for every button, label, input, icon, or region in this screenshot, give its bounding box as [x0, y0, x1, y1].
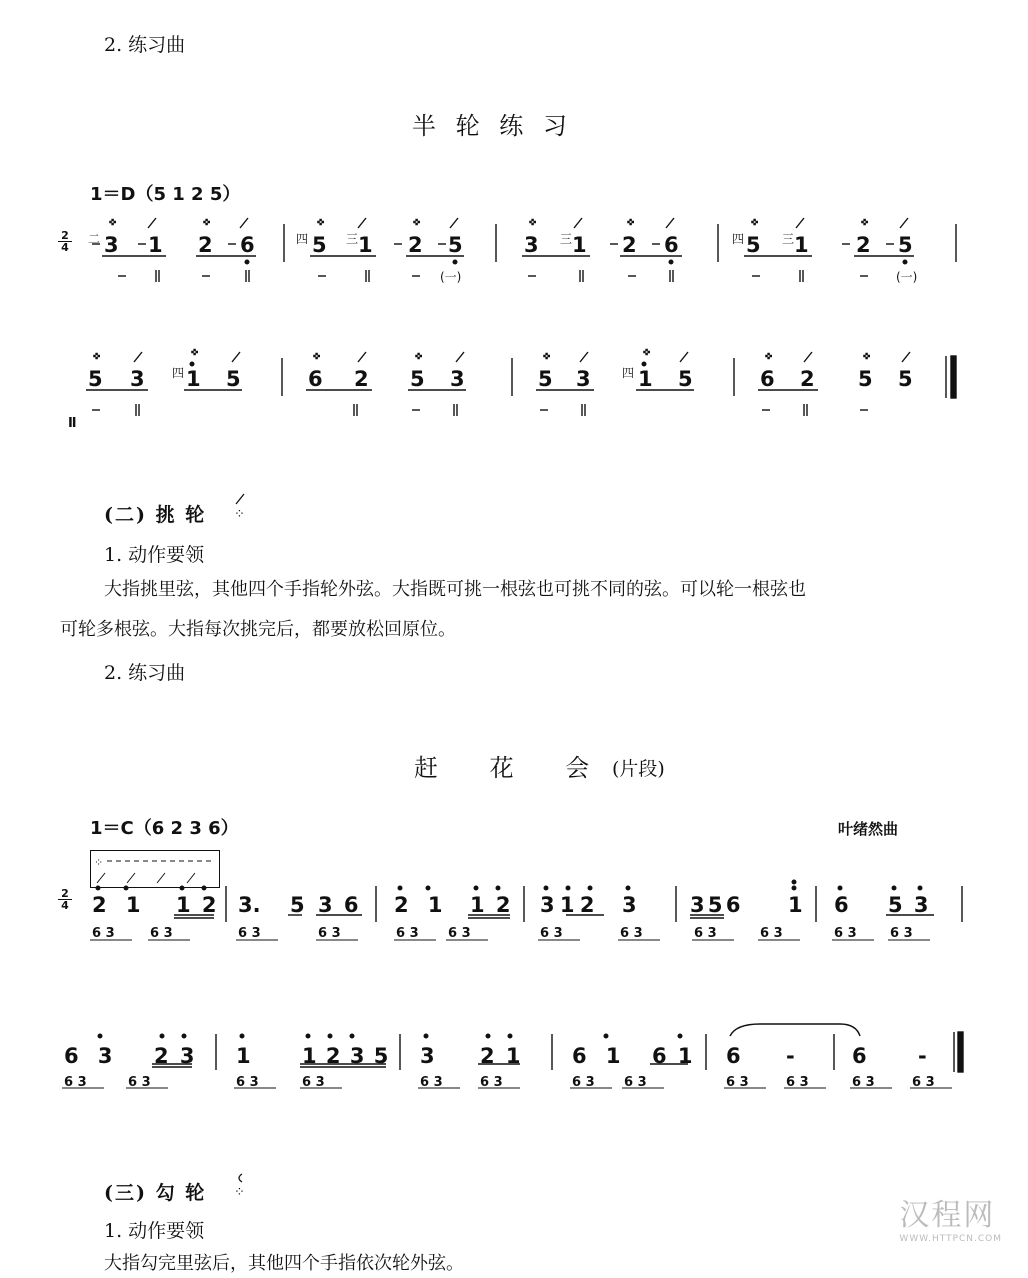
paren-mark: (一): [896, 270, 918, 284]
note: 1: [572, 233, 587, 257]
note: 1: [638, 367, 653, 391]
note-group: 2 1: [480, 1044, 523, 1068]
note: 5: [678, 367, 693, 391]
note-group: 6 1: [652, 1044, 695, 1068]
note-group: 1: [788, 893, 803, 917]
bass-pair: 6 3: [912, 1075, 935, 1090]
note-group: 2 1: [92, 893, 147, 917]
svg-text:⁘: ⁘: [542, 350, 552, 363]
goulun-symbol-icon: [228, 1170, 252, 1200]
item-action-essentials: 1. 动作要领: [104, 544, 205, 566]
note: 2: [354, 367, 369, 391]
key-signature-d: 1＝D（5 1 2 5）: [90, 184, 241, 205]
note: 5: [226, 367, 241, 391]
note-group: 2 1: [394, 893, 449, 917]
piece-subtitle: (片段): [612, 758, 665, 780]
svg-text:⁘: ⁘: [94, 856, 104, 869]
note-group: 3.: [238, 893, 261, 917]
time-signature-1: 2 4: [58, 230, 72, 253]
bass-pair: 6 3: [92, 926, 115, 941]
note-group: 6: [726, 1044, 741, 1068]
note-group: -: [786, 1044, 795, 1068]
note-group: 3 6: [318, 893, 361, 917]
bass-pair: 6 3: [890, 926, 913, 941]
note: 5: [410, 367, 425, 391]
svg-text:⁘: ⁘: [414, 350, 424, 363]
note: 5: [88, 367, 103, 391]
note-group: 3 1 2: [540, 893, 594, 917]
note-group: 3: [420, 1044, 435, 1068]
bass-pair: 6 3: [420, 1075, 443, 1090]
bass-pair: 6 3: [128, 1075, 151, 1090]
note-group: 1: [236, 1044, 251, 1068]
note-group: 1 2: [176, 893, 219, 917]
bass-pair: 6 3: [236, 1075, 259, 1090]
note-group: 6 1: [572, 1044, 627, 1068]
banlun-notation-graphics: [0, 0, 1028, 460]
note-group: 6: [852, 1044, 867, 1068]
partial-paragraph: 大指勾完里弦后，其他四个手指依次轮外弦。: [104, 1253, 464, 1274]
note: 1: [186, 367, 201, 391]
bass-pair: 6 3: [448, 926, 471, 941]
note: 5: [746, 233, 761, 257]
svg-text:⁘: ⁘: [642, 346, 652, 359]
note: 5: [898, 233, 913, 257]
note-group: 3: [622, 893, 637, 917]
finger-mark: 四: [172, 366, 185, 380]
paragraph-line-1: 大指挑里弦，其他四个手指轮外弦。大指既可挑一根弦也可挑不同的弦。可以轮一根弦也: [104, 579, 806, 600]
bass-pair: 6 3: [726, 1075, 749, 1090]
note-group: 5 3: [888, 893, 931, 917]
note: 3: [450, 367, 465, 391]
svg-text:⁘: ⁘: [234, 1185, 245, 1200]
note: 5: [448, 233, 463, 257]
note: 3: [130, 367, 145, 391]
piece-title-banlun: 半 轮 练 习: [412, 112, 573, 140]
tiaolun-symbol-icon: [228, 492, 252, 522]
note: 6: [240, 233, 255, 257]
note-group: 6 3: [64, 1044, 119, 1068]
svg-text:⁘: ⁘: [108, 216, 118, 229]
section-heading-tiaolun: (二) 挑 轮: [104, 504, 207, 526]
note: 2: [408, 233, 423, 257]
watermark-text: 汉程网: [899, 1198, 996, 1233]
bass-pair: 6 3: [480, 1075, 503, 1090]
finger-mark: 二: [88, 232, 101, 246]
item-action-essentials-3: 1. 动作要领: [104, 1220, 205, 1242]
finger-mark: 四: [622, 366, 635, 380]
bass-pair: 6 3: [834, 926, 857, 941]
time-signature-2: 2 4: [58, 888, 72, 911]
paragraph-line-2: 可轮多根弦。大指每次挑完后，都要放松回原位。: [60, 619, 456, 640]
bass-pair: 6 3: [620, 926, 643, 941]
practice-label-2: 2. 练习曲: [104, 662, 186, 684]
svg-text:⁘: ⁘: [234, 507, 245, 522]
note: 2: [856, 233, 871, 257]
site-watermark: [899, 1190, 1002, 1244]
note: 3: [576, 367, 591, 391]
svg-text:⁘: ⁘: [528, 216, 538, 229]
note: 5: [898, 367, 913, 391]
note: 6: [760, 367, 775, 391]
svg-text:⁘: ⁘: [860, 216, 870, 229]
bass-pair: 6 3: [396, 926, 419, 941]
svg-text:⁘: ⁘: [412, 216, 422, 229]
bass-pair: 6 3: [694, 926, 717, 941]
note: 2: [800, 367, 815, 391]
note: 5: [312, 233, 327, 257]
note-group: 3 5 6: [690, 893, 739, 917]
note: 3: [104, 233, 119, 257]
svg-text:⁘: ⁘: [92, 350, 102, 363]
note: 3: [524, 233, 539, 257]
note: 2: [622, 233, 637, 257]
finger-mark: 四: [296, 232, 309, 246]
bass-pair: 6 3: [238, 926, 261, 941]
note-group: 5: [290, 893, 305, 917]
note-group: 1 2 3 5: [302, 1044, 390, 1068]
note: 5: [858, 367, 873, 391]
bass-pair: 6 3: [150, 926, 173, 941]
bass-pair: 6 3: [852, 1075, 875, 1090]
note-group: 6: [834, 893, 849, 917]
section-heading-goulun: (三) 勾 轮: [104, 1182, 207, 1204]
note: 6: [664, 233, 679, 257]
svg-text:⁘: ⁘: [190, 346, 200, 359]
note-group: -: [918, 1044, 927, 1068]
bass-pair: 6 3: [572, 1075, 595, 1090]
note: 5: [538, 367, 553, 391]
finger-mark: 三: [560, 232, 573, 246]
note: 1: [148, 233, 163, 257]
note: 1: [358, 233, 373, 257]
bass-pair: 6 3: [624, 1075, 647, 1090]
bass-pair: 6 3: [786, 1075, 809, 1090]
ganhuahui-notation-graphics: [0, 860, 1028, 1110]
note-group: 1 2: [470, 893, 513, 917]
finger-mark: 三: [346, 232, 359, 246]
piece-title-ganhuahui: 赶 花 会: [414, 754, 612, 782]
svg-text:⁘: ⁘: [764, 350, 774, 363]
practice-label: 2. 练习曲: [104, 34, 186, 56]
note-group: 2 3: [154, 1044, 197, 1068]
bass-pair: 6 3: [318, 926, 341, 941]
svg-text:⁘: ⁘: [626, 216, 636, 229]
stroke-mark: Ⅱ: [68, 416, 77, 431]
composer-credit: 叶绪然曲: [838, 820, 899, 838]
bass-pair: 6 3: [760, 926, 783, 941]
watermark-url: WWW.HTTPCN.COM: [899, 1234, 1002, 1244]
note: 6: [308, 367, 323, 391]
finger-mark: 三: [782, 232, 795, 246]
note: 2: [198, 233, 213, 257]
bass-pair: 6 3: [540, 926, 563, 941]
key-signature-c: 1＝C（6 2 3 6）: [90, 818, 239, 839]
note: 1: [794, 233, 809, 257]
svg-text:⁘: ⁘: [316, 216, 326, 229]
finger-mark: 四: [732, 232, 745, 246]
svg-text:⁘: ⁘: [750, 216, 760, 229]
bass-pair: 6 3: [64, 1075, 87, 1090]
svg-text:⁘: ⁘: [202, 216, 212, 229]
paren-mark: (一): [440, 270, 462, 284]
svg-text:⁘: ⁘: [862, 350, 872, 363]
bass-pair: 6 3: [302, 1075, 325, 1090]
svg-text:⁘: ⁘: [312, 350, 322, 363]
